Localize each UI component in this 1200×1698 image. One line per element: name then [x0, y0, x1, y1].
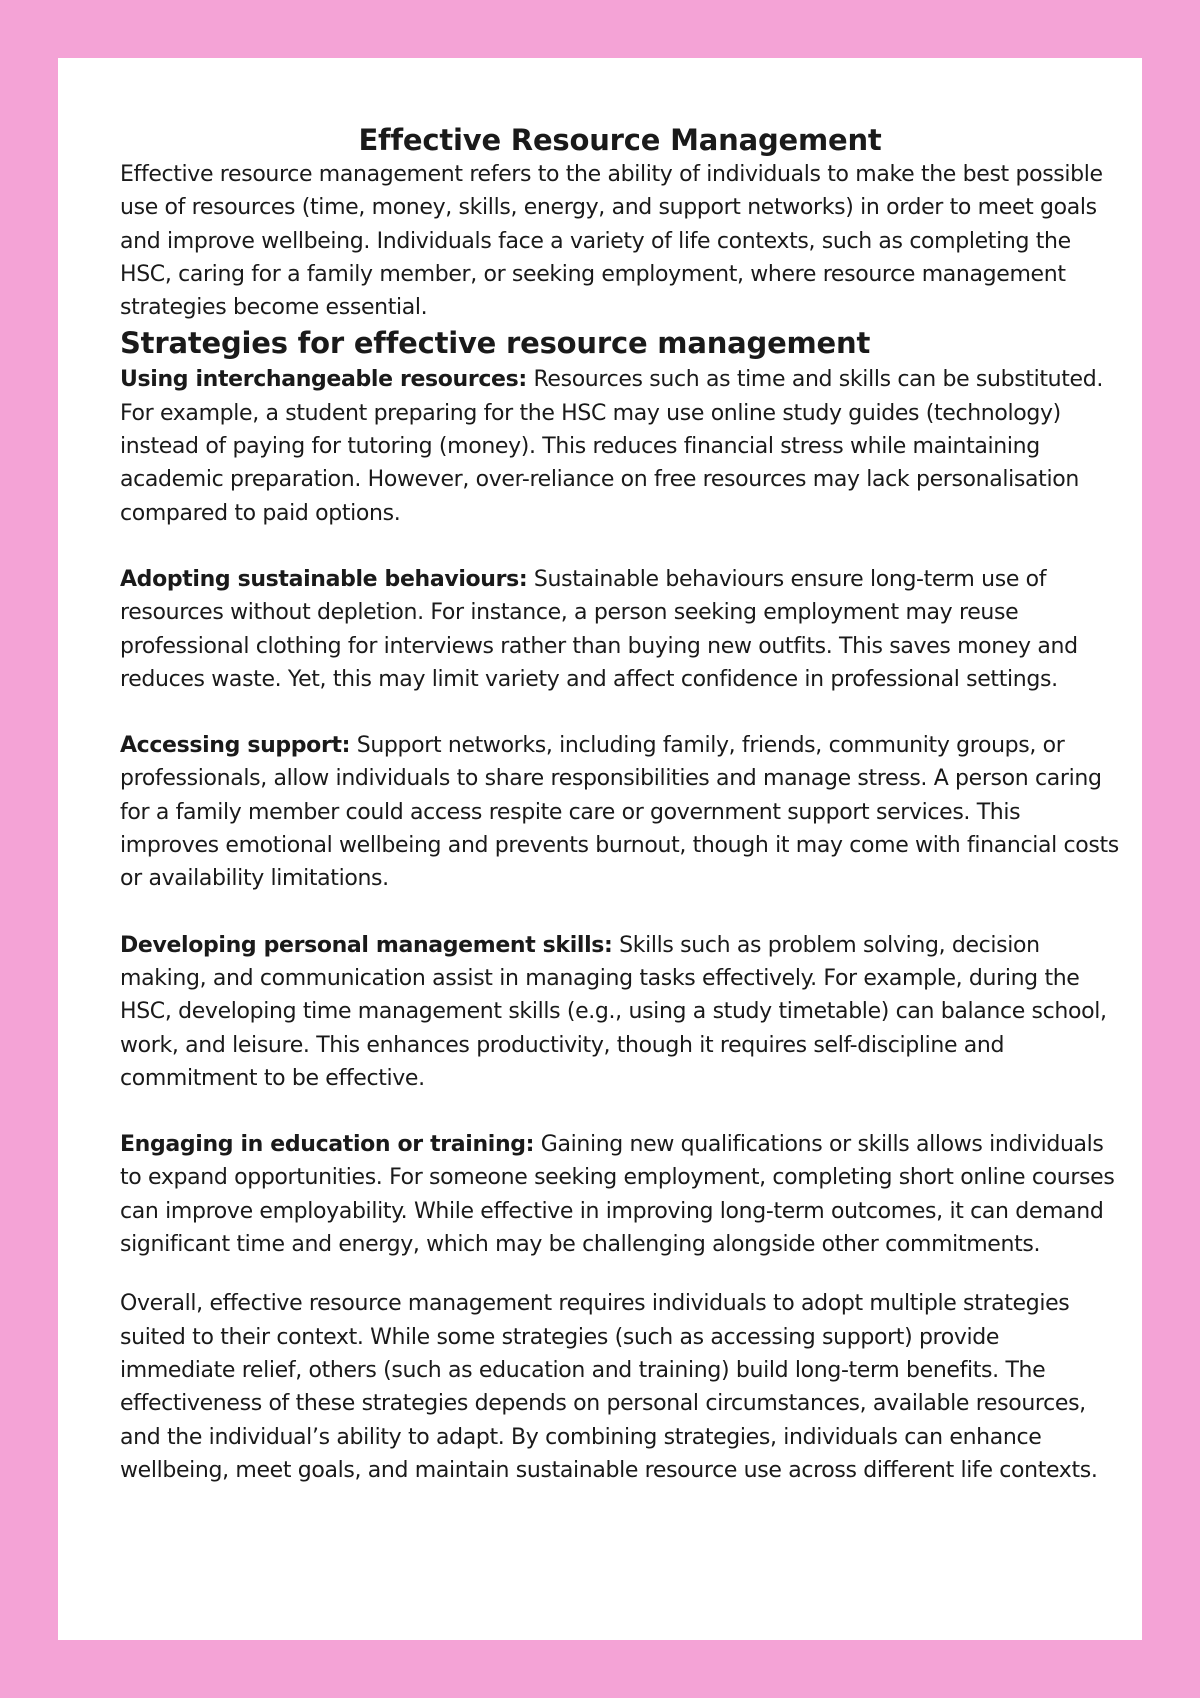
strategy-text: Support networks, including family, friends, community groups, or professionals, allow individuals to share responsibilities and manage stress. A person caring for a family member could access respite care or government support services. This improves emotional wellbeing and prevents burnout, though it may come with financial costs or availability limitations. [120, 733, 1119, 892]
document-title: Effective Resource Management [358, 123, 882, 157]
strategy-lead: Accessing support: [120, 733, 351, 759]
strategy-text: Gaining new qualifications or skills allows individuals to expand opportunities. For someone seeking employment, completing short online courses can improve employability. While effective in improving long-term outcomes, it can demand significant time and energy, which may be challenging alongside other commitments. [120, 1132, 1115, 1258]
strategy-lead: Using interchangeable resources: [120, 367, 527, 393]
strategy-text: Sustainable behaviours ensure long-term use of resources without depletion. For instance, a person seeking employment may reuse professional clothing for interviews rather than buying new outfits. This saves money and reduces waste. Yet, this may limit variety and affect confidence in professional settings. [120, 566, 1078, 692]
conclusion-paragraph: Overall, effective resource management requires individuals to adopt multiple strategies suited to their context. While some strategies (such as accessing support) provide immediate relief, others (such as education and training) build long-term benefits. The effectiveness of these strategies depends on personal circumstances, available resources, and the individual’s ability to adapt. By combining strategies, individuals can enhance wellbeing, meet goals, and maintain sustainable resource use across different life contexts. [120, 1291, 1098, 1483]
document-content [120, 122, 1120, 1487]
strategy-paragraph [120, 363, 1120, 529]
strategy-paragraph [120, 563, 1120, 696]
strategy-text: Resources such as time and skills can be substituted. For example, a student preparing for the HSC may use online study guides (technology) instead of paying for tutoring (money). This reduces financial stress while maintaining academic preparation. However, over-reliance on free resources may lack personalisation compared to paid options. [120, 367, 1103, 526]
strategy-text: Skills such as problem solving, decision making, and communication assist in managing tasks effectively. For example, during the HSC, developing time management skills (e.g., using a study timetable) can balance school, work, and leisure. This enhances productivity, though it requires self-discipline and commitment to be effective. [120, 932, 1107, 1091]
strategy-paragraph [120, 929, 1120, 1095]
document-page [58, 58, 1142, 1640]
section-heading: Strategies for effective resource management [120, 326, 871, 361]
strategy-lead: Developing personal management skills: [120, 932, 613, 958]
strategy-lead: Engaging in education or training: [120, 1132, 535, 1158]
strategy-paragraph [120, 729, 1120, 895]
strategy-paragraph [120, 1128, 1120, 1261]
strategy-lead: Adopting sustainable behaviours: [120, 566, 528, 592]
intro-paragraph: Effective resource management refers to the ability of individuals to make the best possible use of resources (time, money, skills, energy, and support networks) in order to meet goals and improve wellbeing. Individuals face a variety of life contexts, such as completing the HSC, caring for a family member, or seeking employment, where resource management strategies become essential. [120, 162, 1103, 321]
